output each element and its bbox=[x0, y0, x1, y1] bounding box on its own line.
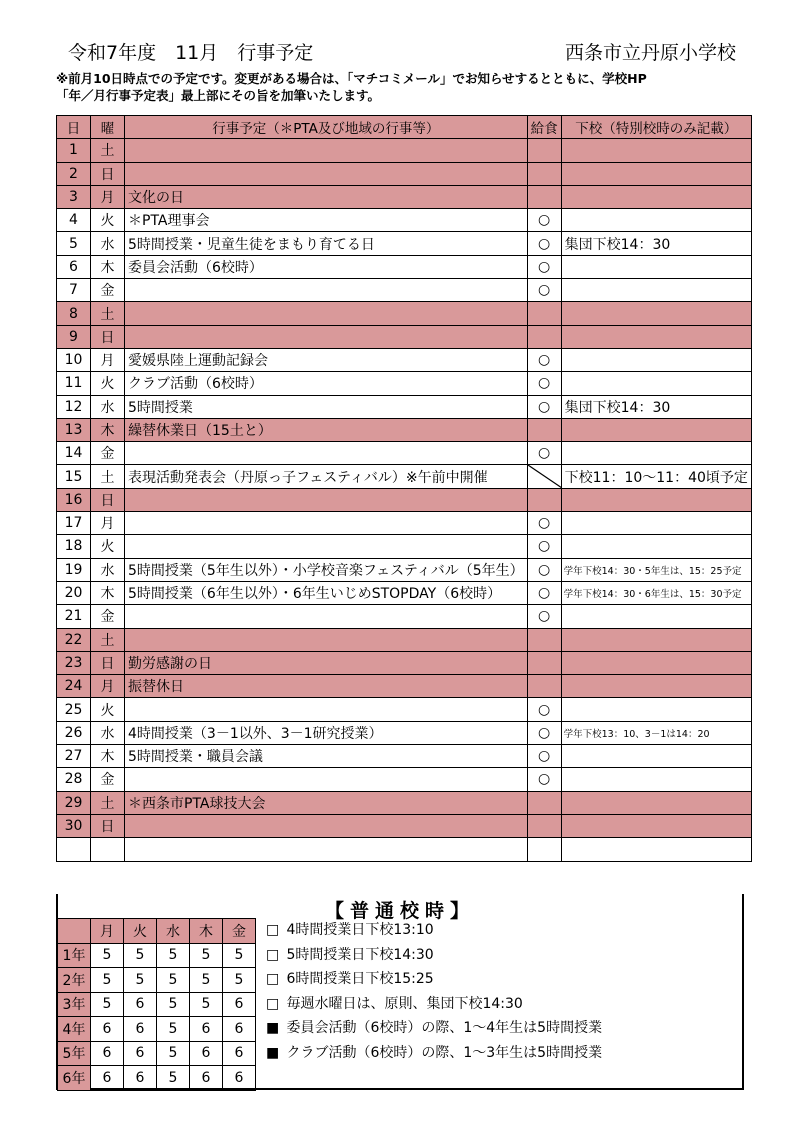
dismissal-cell bbox=[561, 279, 751, 302]
period-count: 5 bbox=[157, 1041, 190, 1066]
day-cell: 3 bbox=[57, 185, 91, 208]
grade-label: 4年 bbox=[58, 1017, 91, 1042]
grade-period-table bbox=[57, 918, 256, 1091]
weekday-cell: 土 bbox=[91, 139, 125, 162]
bullet-mark: □ bbox=[266, 971, 280, 987]
bullet-mark: □ bbox=[266, 995, 280, 1012]
table-row bbox=[57, 838, 752, 861]
table-row bbox=[57, 348, 752, 371]
event-cell: 5時間授業 bbox=[125, 395, 528, 418]
dismissal-cell bbox=[561, 302, 751, 325]
event-cell bbox=[125, 139, 528, 162]
period-count: 6 bbox=[91, 1041, 124, 1066]
period-count: 6 bbox=[223, 992, 256, 1017]
event-cell bbox=[125, 512, 528, 535]
col-header-weekday: 曜 bbox=[91, 116, 125, 139]
period-count: 6 bbox=[190, 1017, 223, 1042]
weekday-cell: 土 bbox=[91, 628, 125, 651]
dismissal-notes bbox=[266, 918, 602, 1065]
period-count: 5 bbox=[157, 1066, 190, 1091]
schedule-note bbox=[56, 70, 756, 104]
weekday-cell: 火 bbox=[91, 372, 125, 395]
lunch-cell bbox=[527, 185, 561, 208]
period-count: 5 bbox=[190, 943, 223, 968]
table-row bbox=[57, 209, 752, 232]
day-cell: 22 bbox=[57, 628, 91, 651]
dismissal-cell bbox=[561, 791, 751, 814]
dismissal-note bbox=[266, 992, 602, 1017]
lunch-cell: ○ bbox=[527, 279, 561, 302]
grade-row bbox=[58, 1041, 256, 1066]
note-line: 「年／月行事予定表」最上部にその旨を加筆いたします。 bbox=[56, 88, 381, 103]
day-cell: 10 bbox=[57, 348, 91, 371]
day-cell: 24 bbox=[57, 675, 91, 698]
event-cell bbox=[125, 698, 528, 721]
lunch-cell bbox=[527, 325, 561, 348]
day-cell: 14 bbox=[57, 442, 91, 465]
dismissal-cell bbox=[561, 348, 751, 371]
dismissal-cell bbox=[561, 162, 751, 185]
lunch-cell: ○ bbox=[527, 348, 561, 371]
weekday-header: 月 bbox=[91, 919, 124, 944]
note-text: 6時間授業日下校15:25 bbox=[286, 971, 434, 987]
dismissal-cell bbox=[561, 139, 751, 162]
dismissal-note bbox=[266, 943, 602, 968]
weekday-cell: 日 bbox=[91, 325, 125, 348]
dismissal-cell bbox=[561, 814, 751, 837]
grade-table-body bbox=[58, 943, 256, 1090]
lunch-cell: ○ bbox=[527, 209, 561, 232]
dismissal-cell bbox=[561, 651, 751, 674]
day-cell: 25 bbox=[57, 698, 91, 721]
table-row bbox=[57, 442, 752, 465]
dismissal-cell bbox=[561, 185, 751, 208]
event-cell: 文化の日 bbox=[125, 185, 528, 208]
lunch-cell: ○ bbox=[527, 698, 561, 721]
weekday-cell: 金 bbox=[91, 605, 125, 628]
lunch-cell bbox=[527, 628, 561, 651]
event-cell bbox=[125, 535, 528, 558]
event-cell: 4時間授業（3－1以外、3－1研究授業） bbox=[125, 721, 528, 744]
dismissal-note bbox=[266, 918, 602, 943]
day-cell: 19 bbox=[57, 558, 91, 581]
col-header-event: 行事予定（＊PTA及び地域の行事等） bbox=[125, 116, 528, 139]
table-row bbox=[57, 279, 752, 302]
event-cell: 5時間授業・職員会議 bbox=[125, 745, 528, 768]
period-count: 6 bbox=[223, 1017, 256, 1042]
table-row bbox=[57, 418, 752, 441]
table-row bbox=[57, 255, 752, 278]
weekday-cell: 月 bbox=[91, 512, 125, 535]
weekday-cell: 月 bbox=[91, 348, 125, 371]
col-header-lunch: 給食 bbox=[527, 116, 561, 139]
period-count: 5 bbox=[223, 943, 256, 968]
dismissal-cell bbox=[561, 745, 751, 768]
event-cell bbox=[125, 325, 528, 348]
bullet-mark: ■ bbox=[266, 1020, 280, 1036]
lunch-cell bbox=[527, 488, 561, 511]
table-row bbox=[57, 232, 752, 255]
grade-row bbox=[58, 992, 256, 1017]
dismissal-note bbox=[266, 1016, 602, 1041]
dismissal-cell bbox=[561, 675, 751, 698]
normal-schedule-title: 【普通校時】 bbox=[324, 900, 475, 922]
grade-table-corner bbox=[58, 919, 91, 944]
table-row bbox=[57, 395, 752, 418]
day-cell: 11 bbox=[57, 372, 91, 395]
dismissal-cell bbox=[561, 768, 751, 791]
period-count: 5 bbox=[124, 968, 157, 993]
dismissal-cell bbox=[561, 442, 751, 465]
lunch-cell bbox=[527, 465, 561, 488]
bullet-mark: □ bbox=[266, 946, 280, 963]
event-cell: 5時間授業・児童生徒をまもり育てる日 bbox=[125, 232, 528, 255]
day-cell: 27 bbox=[57, 745, 91, 768]
schedule-body bbox=[57, 139, 752, 861]
lunch-cell bbox=[527, 791, 561, 814]
lunch-cell: ○ bbox=[527, 535, 561, 558]
day-cell: 6 bbox=[57, 255, 91, 278]
weekday-cell: 木 bbox=[91, 745, 125, 768]
day-cell: 26 bbox=[57, 721, 91, 744]
school-name: 西条市立丹原小学校 bbox=[564, 42, 736, 64]
col-header-dismissal: 下校（特別校時のみ記載） bbox=[561, 116, 751, 139]
dismissal-cell bbox=[561, 209, 751, 232]
period-count: 5 bbox=[157, 943, 190, 968]
lunch-cell bbox=[527, 651, 561, 674]
event-cell bbox=[125, 605, 528, 628]
lunch-cell: ○ bbox=[527, 442, 561, 465]
lunch-cell bbox=[527, 139, 561, 162]
table-header-row bbox=[57, 116, 752, 139]
table-row bbox=[57, 139, 752, 162]
day-cell: 29 bbox=[57, 791, 91, 814]
bullet-mark: □ bbox=[266, 922, 280, 938]
lunch-cell bbox=[527, 162, 561, 185]
lunch-cell: ○ bbox=[527, 605, 561, 628]
weekday-cell: 金 bbox=[91, 768, 125, 791]
table-row bbox=[57, 558, 752, 581]
period-count: 5 bbox=[157, 1017, 190, 1042]
event-cell: 振替休日 bbox=[125, 675, 528, 698]
weekday-cell: 日 bbox=[91, 162, 125, 185]
day-cell bbox=[57, 838, 91, 861]
weekday-cell: 土 bbox=[91, 465, 125, 488]
period-count: 6 bbox=[124, 1017, 157, 1042]
period-count: 6 bbox=[190, 1041, 223, 1066]
period-count: 6 bbox=[91, 1066, 124, 1091]
event-cell bbox=[125, 162, 528, 185]
table-row bbox=[57, 465, 752, 488]
lunch-cell: ○ bbox=[527, 768, 561, 791]
dismissal-cell: 学年下校14：30・5年生は、15：25予定 bbox=[561, 558, 751, 581]
dismissal-cell: 学年下校14：30・6年生は、15：30予定 bbox=[561, 581, 751, 604]
period-count: 5 bbox=[190, 968, 223, 993]
lunch-cell bbox=[527, 814, 561, 837]
weekday-cell: 月 bbox=[91, 185, 125, 208]
event-cell bbox=[125, 838, 528, 861]
day-cell: 9 bbox=[57, 325, 91, 348]
period-count: 5 bbox=[157, 968, 190, 993]
event-cell bbox=[125, 628, 528, 651]
table-row bbox=[57, 698, 752, 721]
weekday-cell: 水 bbox=[91, 721, 125, 744]
event-cell bbox=[125, 302, 528, 325]
weekday-header: 水 bbox=[157, 919, 190, 944]
weekday-cell: 火 bbox=[91, 209, 125, 232]
table-row bbox=[57, 605, 752, 628]
day-cell: 18 bbox=[57, 535, 91, 558]
dismissal-cell: 集団下校14：30 bbox=[561, 395, 751, 418]
weekday-cell: 火 bbox=[91, 535, 125, 558]
weekday-cell: 土 bbox=[91, 302, 125, 325]
lunch-cell: ○ bbox=[527, 581, 561, 604]
weekday-cell: 水 bbox=[91, 395, 125, 418]
weekday-cell: 月 bbox=[91, 675, 125, 698]
table-row bbox=[57, 721, 752, 744]
dismissal-note bbox=[266, 1041, 602, 1066]
day-cell: 13 bbox=[57, 418, 91, 441]
event-cell bbox=[125, 442, 528, 465]
weekday-header: 金 bbox=[223, 919, 256, 944]
lunch-cell: ○ bbox=[527, 255, 561, 278]
day-cell: 12 bbox=[57, 395, 91, 418]
dismissal-cell bbox=[561, 605, 751, 628]
event-cell bbox=[125, 768, 528, 791]
weekday-cell: 日 bbox=[91, 651, 125, 674]
day-cell: 20 bbox=[57, 581, 91, 604]
period-count: 6 bbox=[91, 1017, 124, 1042]
dismissal-cell bbox=[561, 512, 751, 535]
event-cell: ＊西条市PTA球技大会 bbox=[125, 791, 528, 814]
weekday-cell: 火 bbox=[91, 698, 125, 721]
day-cell: 2 bbox=[57, 162, 91, 185]
weekday-cell: 木 bbox=[91, 418, 125, 441]
weekday-cell: 土 bbox=[91, 791, 125, 814]
period-count: 5 bbox=[157, 992, 190, 1017]
event-cell: 繰替休業日（15土と） bbox=[125, 418, 528, 441]
page-title: 令和7年度 11月 行事予定 bbox=[68, 42, 314, 64]
period-count: 6 bbox=[124, 1041, 157, 1066]
table-row bbox=[57, 675, 752, 698]
event-cell: 勤労感謝の日 bbox=[125, 651, 528, 674]
weekday-header: 木 bbox=[190, 919, 223, 944]
lunch-cell bbox=[527, 838, 561, 861]
weekday-cell: 金 bbox=[91, 279, 125, 302]
weekday-cell: 金 bbox=[91, 442, 125, 465]
table-row bbox=[57, 581, 752, 604]
table-row bbox=[57, 535, 752, 558]
title-row bbox=[68, 38, 736, 66]
schedule-table bbox=[56, 115, 752, 862]
dismissal-cell bbox=[561, 488, 751, 511]
note-text: 5時間授業日下校14:30 bbox=[286, 946, 434, 963]
lunch-cell: ○ bbox=[527, 372, 561, 395]
table-row bbox=[57, 768, 752, 791]
dismissal-cell: 集団下校14：30 bbox=[561, 232, 751, 255]
note-text: 4時間授業日下校13:10 bbox=[286, 922, 434, 938]
weekday-cell: 水 bbox=[91, 232, 125, 255]
day-cell: 21 bbox=[57, 605, 91, 628]
dismissal-note bbox=[266, 967, 602, 992]
weekday-cell bbox=[91, 838, 125, 861]
lunch-cell: ○ bbox=[527, 745, 561, 768]
table-row bbox=[57, 745, 752, 768]
lunch-cell: ○ bbox=[527, 512, 561, 535]
day-cell: 7 bbox=[57, 279, 91, 302]
grade-label: 2年 bbox=[58, 968, 91, 993]
event-cell bbox=[125, 488, 528, 511]
event-cell: クラブ活動（6校時） bbox=[125, 372, 528, 395]
period-count: 6 bbox=[124, 992, 157, 1017]
dismissal-cell bbox=[561, 535, 751, 558]
event-cell: ＊PTA理事会 bbox=[125, 209, 528, 232]
period-count: 5 bbox=[91, 992, 124, 1017]
note-text: クラブ活動（6校時）の際、1～3年生は5時間授業 bbox=[286, 1044, 603, 1061]
weekday-cell: 木 bbox=[91, 581, 125, 604]
lunch-cell: ○ bbox=[527, 558, 561, 581]
event-cell bbox=[125, 279, 528, 302]
weekday-header: 火 bbox=[124, 919, 157, 944]
event-cell: 愛媛県陸上運動記録会 bbox=[125, 348, 528, 371]
day-cell: 23 bbox=[57, 651, 91, 674]
table-row bbox=[57, 488, 752, 511]
dismissal-cell: 学年下校13：10、3－1は14：20 bbox=[561, 721, 751, 744]
event-cell: 委員会活動（6校時） bbox=[125, 255, 528, 278]
day-cell: 28 bbox=[57, 768, 91, 791]
weekday-cell: 木 bbox=[91, 255, 125, 278]
table-row bbox=[57, 302, 752, 325]
bullet-mark: ■ bbox=[266, 1044, 280, 1061]
day-cell: 5 bbox=[57, 232, 91, 255]
day-cell: 4 bbox=[57, 209, 91, 232]
period-count: 5 bbox=[223, 968, 256, 993]
day-cell: 1 bbox=[57, 139, 91, 162]
grade-label: 3年 bbox=[58, 992, 91, 1017]
period-count: 6 bbox=[124, 1066, 157, 1091]
period-count: 5 bbox=[91, 968, 124, 993]
table-row bbox=[57, 372, 752, 395]
table-row bbox=[57, 628, 752, 651]
grade-row bbox=[58, 943, 256, 968]
day-cell: 16 bbox=[57, 488, 91, 511]
grade-row bbox=[58, 1066, 256, 1091]
dismissal-cell bbox=[561, 255, 751, 278]
period-count: 6 bbox=[223, 1066, 256, 1091]
lunch-cell: ○ bbox=[527, 721, 561, 744]
weekday-cell: 日 bbox=[91, 488, 125, 511]
event-cell bbox=[125, 814, 528, 837]
lunch-cell bbox=[527, 418, 561, 441]
weekday-cell: 日 bbox=[91, 814, 125, 837]
period-count: 5 bbox=[124, 943, 157, 968]
period-count: 5 bbox=[91, 943, 124, 968]
weekday-cell: 水 bbox=[91, 558, 125, 581]
event-cell: 5時間授業（6年生以外）・6年生いじめSTOPDAY（6校時） bbox=[125, 581, 528, 604]
period-count: 5 bbox=[190, 992, 223, 1017]
grade-row bbox=[58, 1017, 256, 1042]
table-row bbox=[57, 162, 752, 185]
table-row bbox=[57, 512, 752, 535]
dismissal-cell bbox=[561, 325, 751, 348]
grade-table-header bbox=[58, 919, 256, 944]
dismissal-cell bbox=[561, 628, 751, 651]
normal-schedule-box bbox=[56, 894, 744, 1090]
day-cell: 8 bbox=[57, 302, 91, 325]
dismissal-cell bbox=[561, 698, 751, 721]
day-cell: 30 bbox=[57, 814, 91, 837]
table-row bbox=[57, 791, 752, 814]
note-line: ※前月10日時点での予定です。変更がある場合は、「マチコミメール」でお知らせするとともに、学校HP bbox=[56, 71, 647, 86]
dismissal-cell bbox=[561, 838, 751, 861]
table-row bbox=[57, 325, 752, 348]
lunch-cell: ○ bbox=[527, 232, 561, 255]
grade-label: 6年 bbox=[58, 1066, 91, 1091]
table-row bbox=[57, 185, 752, 208]
dismissal-cell: 下校11：10～11：40頃予定 bbox=[561, 465, 751, 488]
col-header-day: 日 bbox=[57, 116, 91, 139]
grade-row bbox=[58, 968, 256, 993]
diagonal-slash bbox=[528, 465, 562, 488]
period-count: 6 bbox=[223, 1041, 256, 1066]
lunch-cell bbox=[527, 302, 561, 325]
table-row bbox=[57, 814, 752, 837]
note-text: 委員会活動（6校時）の際、1～4年生は5時間授業 bbox=[286, 1020, 603, 1036]
dismissal-cell bbox=[561, 418, 751, 441]
note-text: 毎週水曜日は、原則、集団下校14:30 bbox=[286, 995, 523, 1012]
grade-label: 1年 bbox=[58, 943, 91, 968]
period-count: 6 bbox=[190, 1066, 223, 1091]
dismissal-cell bbox=[561, 372, 751, 395]
lunch-cell: ○ bbox=[527, 395, 561, 418]
event-cell: 表現活動発表会（丹原っ子フェスティバル）※午前中開催 bbox=[125, 465, 528, 488]
day-cell: 17 bbox=[57, 512, 91, 535]
day-cell: 15 bbox=[57, 465, 91, 488]
event-cell: 5時間授業（5年生以外）・小学校音楽フェスティバル（5年生） bbox=[125, 558, 528, 581]
table-row bbox=[57, 651, 752, 674]
lunch-cell bbox=[527, 675, 561, 698]
grade-label: 5年 bbox=[58, 1041, 91, 1066]
